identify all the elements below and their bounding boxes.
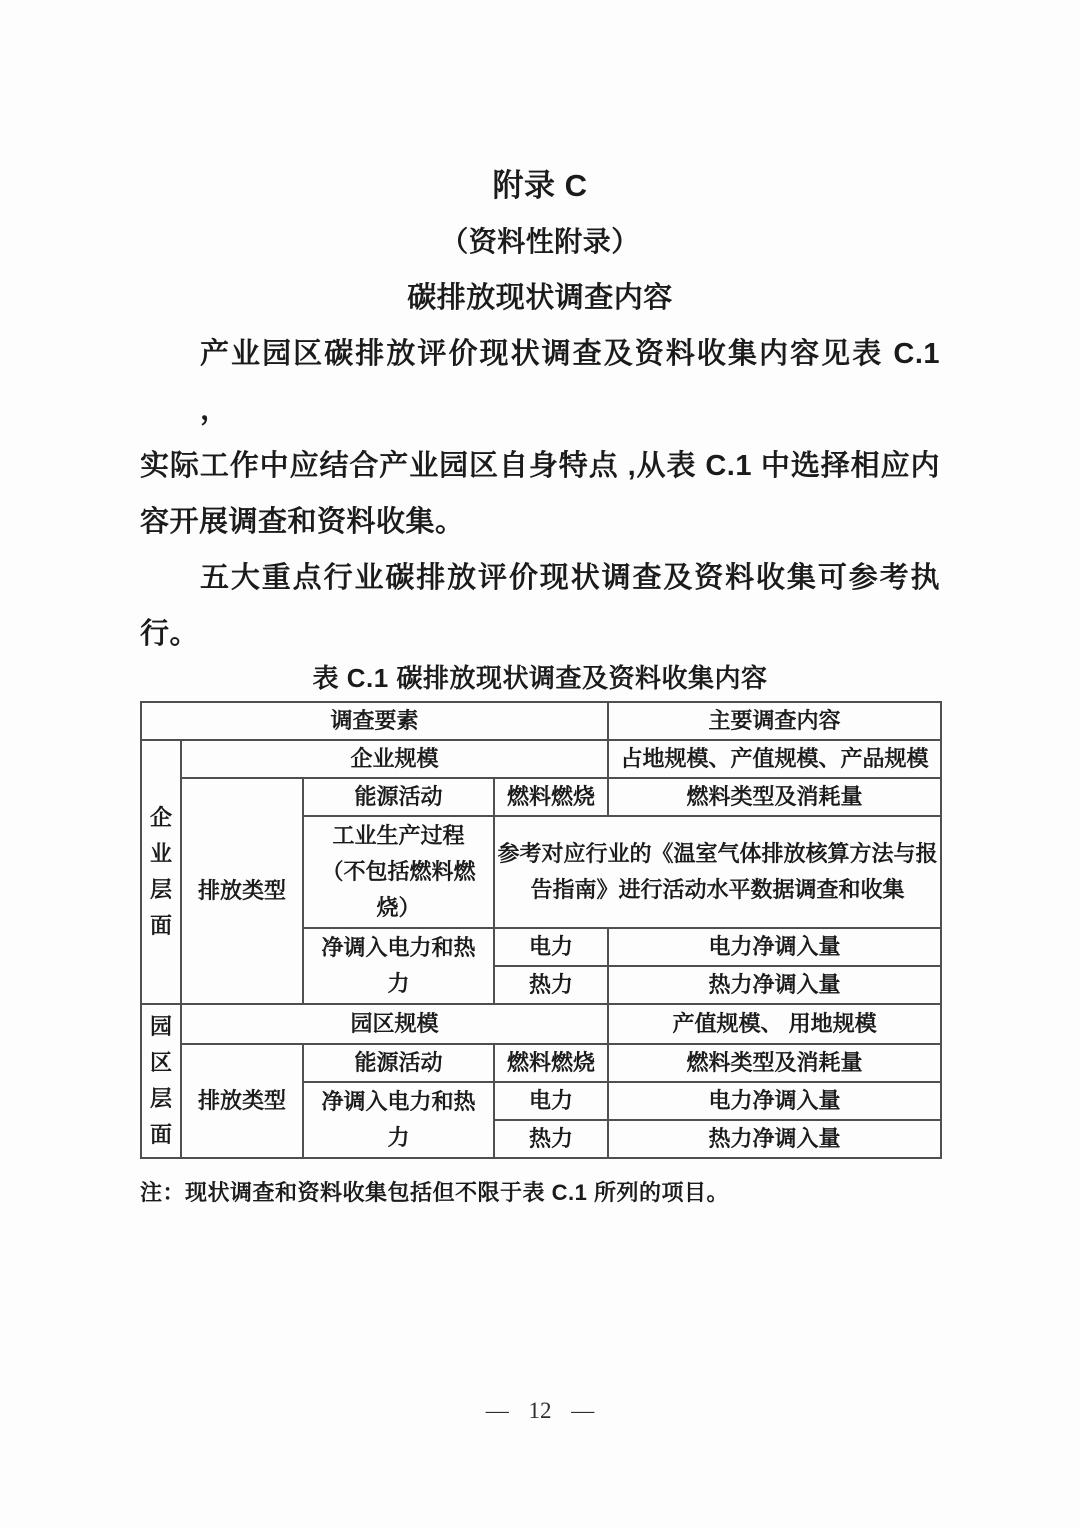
table-row <box>141 1004 941 1044</box>
enterprise-emission-type-label: 排放类型 <box>181 778 303 1004</box>
enterprise-electricity: 电力 <box>494 928 608 966</box>
park-energy-activity: 能源活动 <box>303 1044 494 1082</box>
appendix-title: 附录 C <box>492 168 588 203</box>
page-number: — 12 — <box>485 1398 595 1423</box>
table-caption: 表 C.1 碳排放现状调查及资料收集内容 <box>312 663 768 693</box>
park-scale-content: 产值规模、 用地规模 <box>608 1004 941 1044</box>
paragraph-1 <box>140 326 940 550</box>
header-main-survey-content: 主要调查内容 <box>608 702 941 740</box>
enterprise-scale-content: 占地规模、产值规模、产品规模 <box>608 740 941 778</box>
section-title: 碳排放现状调查内容 <box>407 282 673 314</box>
enterprise-heat-content: 热力净调入量 <box>608 966 941 1004</box>
enterprise-net-power-heat: 净调入电力和热 力 <box>303 928 494 1004</box>
table-row <box>141 702 941 740</box>
park-fuel-content: 燃料类型及消耗量 <box>608 1044 941 1082</box>
enterprise-heat: 热力 <box>494 966 608 1004</box>
table-row <box>141 778 941 816</box>
enterprise-industrial-process: 工业生产过程 （不包括燃料燃 烧） <box>303 816 494 928</box>
park-electricity: 电力 <box>494 1082 608 1120</box>
paragraph-1-line-1: 产业园区碳排放评价现状调查及资料收集内容见表 C.1 ， <box>200 338 940 426</box>
enterprise-level-label: 企 业 层 面 <box>141 740 181 1004</box>
enterprise-electricity-content: 电力净调入量 <box>608 928 941 966</box>
park-level-label: 园 区 层 面 <box>141 1004 181 1158</box>
enterprise-industrial-content: 参考对应行业的《温室气体排放核算方法与报 告指南》进行活动水平数据调查和收集 <box>494 816 941 928</box>
paragraph-2-line-2: 行。 <box>140 618 200 650</box>
park-scale-label: 园区规模 <box>181 1004 608 1044</box>
appendix-subtitle: （资料性附录） <box>440 226 640 257</box>
park-net-power-heat: 净调入电力和热 力 <box>303 1082 494 1158</box>
header-survey-elements: 调查要素 <box>141 702 608 740</box>
park-electricity-content: 电力净调入量 <box>608 1082 941 1120</box>
table-row <box>141 740 941 778</box>
paragraph-2 <box>140 550 940 662</box>
enterprise-fuel-content: 燃料类型及消耗量 <box>608 778 941 816</box>
survey-table <box>140 701 942 1159</box>
enterprise-scale-label: 企业规模 <box>181 740 608 778</box>
paragraph-1-line-3: 容开展调查和资料收集。 <box>140 506 465 538</box>
table-row <box>141 1044 941 1082</box>
enterprise-fuel-combustion: 燃料燃烧 <box>494 778 608 816</box>
enterprise-energy-activity: 能源活动 <box>303 778 494 816</box>
table-note: 注：现状调查和资料收集包括但不限于表 C.1 所列的项目。 <box>140 1180 729 1205</box>
park-emission-type-label: 排放类型 <box>181 1044 303 1158</box>
park-heat: 热力 <box>494 1120 608 1158</box>
page-content <box>140 158 940 1211</box>
park-fuel-combustion: 燃料燃烧 <box>494 1044 608 1082</box>
park-heat-content: 热力净调入量 <box>608 1120 941 1158</box>
paragraph-1-line-2: 实际工作中应结合产业园区自身特点 ,从表 C.1 中选择相应内 <box>140 450 940 482</box>
paragraph-2-line-1: 五大重点行业碳排放评价现状调查及资料收集可参考执 <box>200 562 940 594</box>
